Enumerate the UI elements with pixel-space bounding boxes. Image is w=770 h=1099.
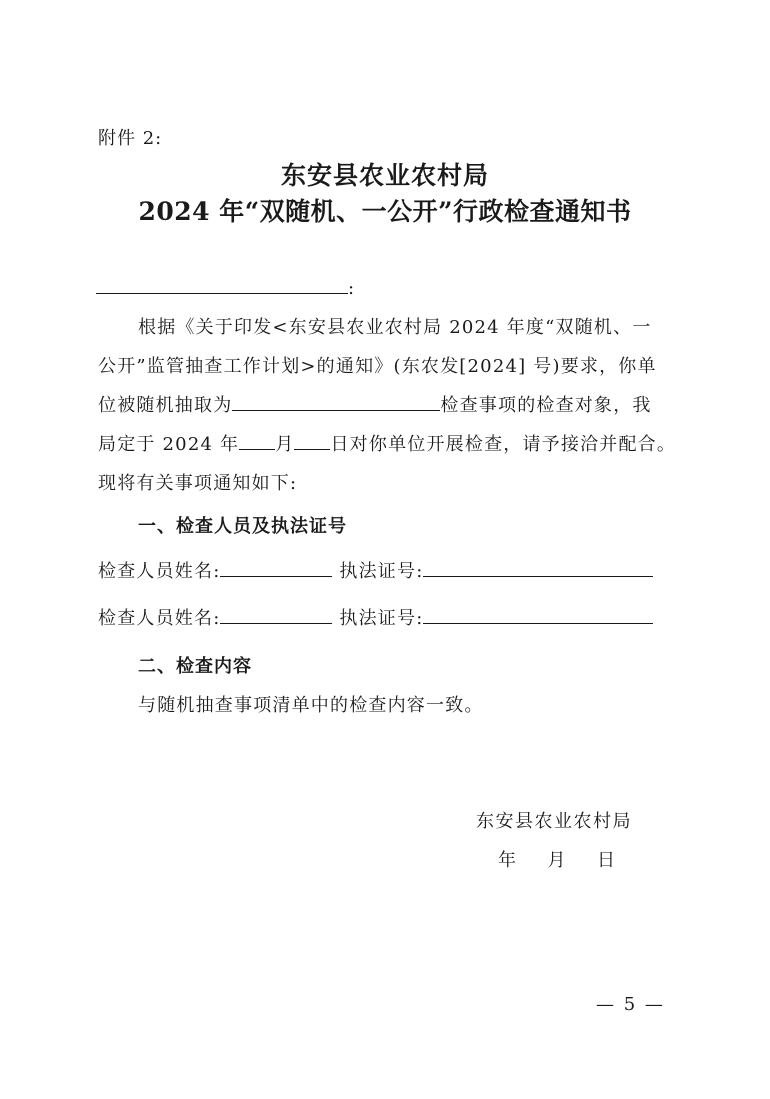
- section2-heading: 二、检查内容: [138, 656, 252, 677]
- paragraph-line-3-pre: 位被随机抽取为: [98, 395, 233, 416]
- cert-number-field[interactable]: [423, 558, 653, 577]
- page-number: — 5 —: [596, 994, 665, 1015]
- paragraph-line-3: [98, 391, 652, 417]
- recipient-colon: :: [348, 278, 356, 299]
- inspector-row-2: [98, 604, 653, 630]
- month-blank[interactable]: [239, 431, 275, 450]
- paragraph-line-4: [98, 430, 676, 456]
- paragraph-line-5: 现将有关事项通知如下:: [98, 473, 298, 494]
- paragraph-line-4-day: 日对你单位开展检查，请予接洽并配合。: [330, 434, 677, 455]
- recipient-line: [96, 275, 355, 299]
- date-day: 日: [597, 850, 617, 871]
- signature-org: 东安县农业农村局: [476, 811, 632, 832]
- document-title-line1: 东安县农业农村局: [280, 161, 489, 190]
- inspector-row-1: [98, 557, 653, 583]
- attachment-label: 附件 2:: [98, 128, 163, 149]
- signature-date: [498, 846, 617, 872]
- inspector-name-field[interactable]: [220, 605, 332, 624]
- paragraph-line-3-post: 检查事项的检查对象，我: [440, 395, 652, 416]
- date-year: 年: [498, 850, 518, 871]
- inspector-name-label: 检查人员姓名:: [98, 608, 221, 629]
- cert-number-field[interactable]: [423, 605, 653, 624]
- paragraph-line-2: 公开”监管抽查工作计划>的通知》(东农发[2024] 号)要求，你单: [98, 356, 657, 377]
- date-month: 月: [547, 850, 567, 871]
- section2-content: 与随机抽查事项清单中的检查内容一致。: [138, 695, 484, 716]
- section1-heading: 一、检查人员及执法证号: [138, 516, 347, 537]
- cert-label: 执法证号:: [339, 608, 424, 629]
- cert-label: 执法证号:: [339, 561, 424, 582]
- recipient-blank[interactable]: [96, 275, 348, 294]
- paragraph-line-1: 根据《关于印发<东安县农业农村局 2024 年度“双随机、一: [138, 317, 652, 338]
- inspector-name-label: 检查人员姓名:: [98, 561, 221, 582]
- day-blank[interactable]: [294, 431, 330, 450]
- paragraph-line-4-month: 月: [275, 434, 295, 455]
- paragraph-line-4-pre: 局定于 2024 年: [98, 434, 240, 455]
- inspection-item-blank[interactable]: [232, 392, 440, 411]
- document-title-line2: 2024 年“双随机、一公开”行政检查通知书: [138, 197, 632, 226]
- inspector-name-field[interactable]: [220, 558, 332, 577]
